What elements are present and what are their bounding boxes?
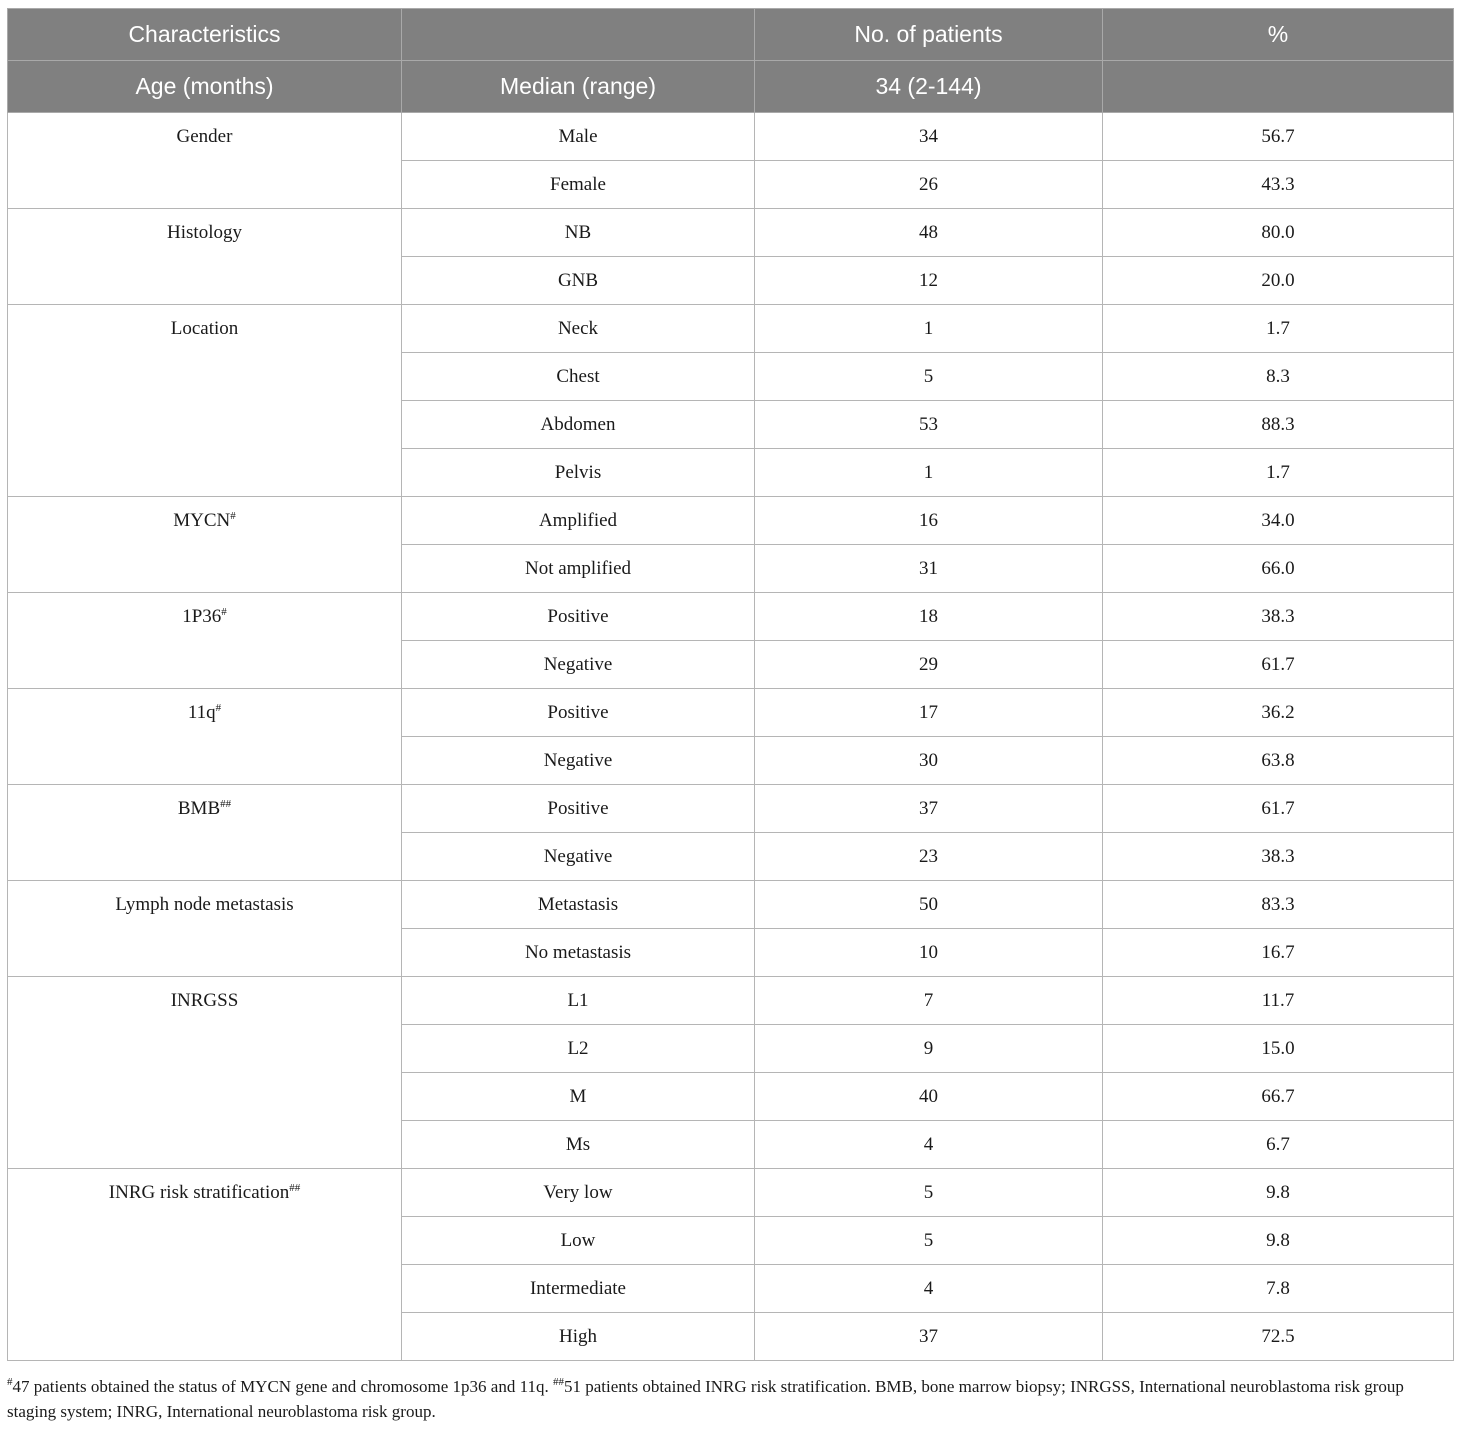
percent-cell: 61.7 bbox=[1103, 641, 1454, 689]
patient-count-cell: 18 bbox=[755, 593, 1103, 641]
category-cell: Negative bbox=[402, 641, 755, 689]
characteristics-table bbox=[7, 8, 1454, 1361]
footnote-marker: # bbox=[221, 606, 227, 618]
patient-count-cell: 5 bbox=[755, 1217, 1103, 1265]
percent-cell: 1.7 bbox=[1103, 305, 1454, 353]
patient-count-cell: 17 bbox=[755, 689, 1103, 737]
table-row bbox=[8, 113, 1454, 161]
category-cell: M bbox=[402, 1073, 755, 1121]
characteristic-label: 11q bbox=[187, 702, 216, 723]
percent-cell: 56.7 bbox=[1103, 113, 1454, 161]
category-cell: Negative bbox=[402, 833, 755, 881]
characteristic-label: MYCN bbox=[173, 510, 231, 531]
category-cell: Neck bbox=[402, 305, 755, 353]
patient-count-cell: 12 bbox=[755, 257, 1103, 305]
characteristic-label: Gender bbox=[176, 126, 233, 147]
patient-count-cell: 40 bbox=[755, 1073, 1103, 1121]
header-row-1 bbox=[8, 9, 1454, 61]
category-cell: Pelvis bbox=[402, 449, 755, 497]
footnote-text: 47 patients obtained the status of MYCN gene and chromosome 1p36 and 11q. bbox=[12, 1377, 553, 1396]
footnote-marker: ## bbox=[220, 798, 232, 810]
patient-count-cell: 1 bbox=[755, 449, 1103, 497]
table-row bbox=[8, 689, 1454, 737]
characteristic-cell bbox=[8, 305, 402, 497]
patient-count-cell: 50 bbox=[755, 881, 1103, 929]
header-cell: No. of patients bbox=[755, 9, 1103, 61]
percent-cell: 63.8 bbox=[1103, 737, 1454, 785]
patient-count-cell: 37 bbox=[755, 1313, 1103, 1361]
category-cell: Male bbox=[402, 113, 755, 161]
patient-count-cell: 4 bbox=[755, 1265, 1103, 1313]
category-cell: Female bbox=[402, 161, 755, 209]
table-footnote bbox=[7, 1374, 1457, 1424]
table-row bbox=[8, 209, 1454, 257]
patient-count-cell: 53 bbox=[755, 401, 1103, 449]
percent-cell: 1.7 bbox=[1103, 449, 1454, 497]
patient-count-cell: 31 bbox=[755, 545, 1103, 593]
characteristic-label: BMB bbox=[177, 798, 221, 819]
header-cell: Age (months) bbox=[8, 61, 402, 113]
category-cell: Metastasis bbox=[402, 881, 755, 929]
characteristic-cell bbox=[8, 881, 402, 977]
category-cell: Ms bbox=[402, 1121, 755, 1169]
percent-cell: 38.3 bbox=[1103, 833, 1454, 881]
characteristic-cell bbox=[8, 497, 402, 593]
category-cell: L2 bbox=[402, 1025, 755, 1073]
category-cell: High bbox=[402, 1313, 755, 1361]
table-body bbox=[8, 113, 1454, 1361]
percent-cell: 66.7 bbox=[1103, 1073, 1454, 1121]
header-cell: 34 (2-144) bbox=[755, 61, 1103, 113]
percent-cell: 9.8 bbox=[1103, 1217, 1454, 1265]
header-cell: % bbox=[1103, 9, 1454, 61]
characteristic-label: INRGSS bbox=[170, 990, 239, 1011]
patient-count-cell: 7 bbox=[755, 977, 1103, 1025]
category-cell: Abdomen bbox=[402, 401, 755, 449]
percent-cell: 43.3 bbox=[1103, 161, 1454, 209]
category-cell: Positive bbox=[402, 785, 755, 833]
characteristic-cell bbox=[8, 593, 402, 689]
characteristic-cell bbox=[8, 1169, 402, 1361]
table-row bbox=[8, 977, 1454, 1025]
footnote-marker: # bbox=[215, 702, 222, 714]
characteristic-label: Lymph node metastasis bbox=[115, 894, 294, 915]
percent-cell: 8.3 bbox=[1103, 353, 1454, 401]
table-row bbox=[8, 305, 1454, 353]
table-row bbox=[8, 1169, 1454, 1217]
characteristic-cell bbox=[8, 209, 402, 305]
table-row bbox=[8, 593, 1454, 641]
percent-cell: 20.0 bbox=[1103, 257, 1454, 305]
header-row-2 bbox=[8, 61, 1454, 113]
characteristic-label: Location bbox=[170, 318, 239, 339]
characteristic-cell bbox=[8, 977, 402, 1169]
category-cell: Negative bbox=[402, 737, 755, 785]
percent-cell: 7.8 bbox=[1103, 1265, 1454, 1313]
characteristic-label: 1P36 bbox=[182, 606, 222, 627]
percent-cell: 83.3 bbox=[1103, 881, 1454, 929]
patient-count-cell: 23 bbox=[755, 833, 1103, 881]
patient-count-cell: 37 bbox=[755, 785, 1103, 833]
percent-cell: 38.3 bbox=[1103, 593, 1454, 641]
patient-count-cell: 29 bbox=[755, 641, 1103, 689]
percent-cell: 72.5 bbox=[1103, 1313, 1454, 1361]
patient-count-cell: 5 bbox=[755, 353, 1103, 401]
table-row bbox=[8, 497, 1454, 545]
footnote-marker: ## bbox=[552, 1376, 564, 1388]
patient-count-cell: 10 bbox=[755, 929, 1103, 977]
header-cell: Characteristics bbox=[8, 9, 402, 61]
percent-cell: 16.7 bbox=[1103, 929, 1454, 977]
patient-count-cell: 5 bbox=[755, 1169, 1103, 1217]
patient-count-cell: 48 bbox=[755, 209, 1103, 257]
percent-cell: 80.0 bbox=[1103, 209, 1454, 257]
percent-cell: 88.3 bbox=[1103, 401, 1454, 449]
header-cell bbox=[402, 9, 755, 61]
category-cell: Positive bbox=[402, 593, 755, 641]
category-cell: NB bbox=[402, 209, 755, 257]
patient-count-cell: 26 bbox=[755, 161, 1103, 209]
percent-cell: 11.7 bbox=[1103, 977, 1454, 1025]
patient-count-cell: 1 bbox=[755, 305, 1103, 353]
percent-cell: 36.2 bbox=[1103, 689, 1454, 737]
percent-cell: 15.0 bbox=[1103, 1025, 1454, 1073]
category-cell: GNB bbox=[402, 257, 755, 305]
table-row bbox=[8, 785, 1454, 833]
category-cell: No metastasis bbox=[402, 929, 755, 977]
characteristic-label: INRG risk stratification bbox=[108, 1182, 290, 1203]
patient-count-cell: 30 bbox=[755, 737, 1103, 785]
category-cell: Not amplified bbox=[402, 545, 755, 593]
category-cell: Low bbox=[402, 1217, 755, 1265]
table-row bbox=[8, 881, 1454, 929]
header-cell: Median (range) bbox=[402, 61, 755, 113]
characteristic-cell bbox=[8, 113, 402, 209]
percent-cell: 34.0 bbox=[1103, 497, 1454, 545]
patient-count-cell: 9 bbox=[755, 1025, 1103, 1073]
category-cell: Chest bbox=[402, 353, 755, 401]
category-cell: Very low bbox=[402, 1169, 755, 1217]
percent-cell: 66.0 bbox=[1103, 545, 1454, 593]
header-cell bbox=[1103, 61, 1454, 113]
category-cell: Intermediate bbox=[402, 1265, 755, 1313]
footnote-text: 51 patients obtained INRG risk stratification. BMB, bone marrow biopsy; INRGSS, International neuroblastoma risk group staging system; INRG, International neuroblastoma risk group. bbox=[7, 1377, 1404, 1421]
footnote-marker: ## bbox=[289, 1182, 301, 1194]
patient-count-cell: 34 bbox=[755, 113, 1103, 161]
footnote-marker: # bbox=[7, 1376, 13, 1388]
characteristic-cell bbox=[8, 785, 402, 881]
patient-count-cell: 16 bbox=[755, 497, 1103, 545]
category-cell: L1 bbox=[402, 977, 755, 1025]
percent-cell: 61.7 bbox=[1103, 785, 1454, 833]
patient-count-cell: 4 bbox=[755, 1121, 1103, 1169]
category-cell: Positive bbox=[402, 689, 755, 737]
characteristic-label: Histology bbox=[167, 222, 242, 243]
percent-cell: 6.7 bbox=[1103, 1121, 1454, 1169]
table-header bbox=[8, 9, 1454, 113]
percent-cell: 9.8 bbox=[1103, 1169, 1454, 1217]
footnote-marker: # bbox=[230, 510, 236, 522]
characteristic-cell bbox=[8, 689, 402, 785]
category-cell: Amplified bbox=[402, 497, 755, 545]
